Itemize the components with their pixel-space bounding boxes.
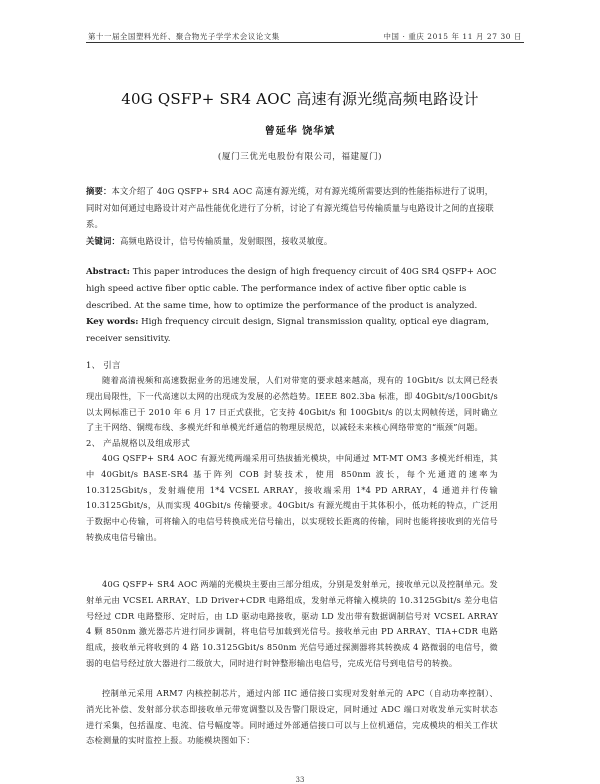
english-keywords: [86, 314, 498, 348]
header-location-date: 中国 · 重庆 2015 年 11 月 27 30 日: [383, 32, 522, 41]
english-abstract: [86, 264, 498, 314]
keywords-text-cn: 高频电路设计，信号传输质量，发射眼图，接收灵敏度。: [120, 235, 333, 246]
keywords-label-en: Key words:: [86, 317, 139, 328]
paper-affiliation: (厦门三优光电股份有限公司，福建厦门): [217, 152, 383, 162]
section-2-paragraph-3: 控制单元采用 ARM7 内核控制芯片，通过内部 IIC 通信接口实现对发射单元的 APC（自动功率控制）、消光比补偿、发射部分状态即接收单元带宽调整以及告警门限设定，同时通过 ADC 端口对收发单元实时状态进行采集，包括温度、电流、信号幅度等。同时通过外部通信接口可以与上位机通信，完成模块的相关工作状态检测量的实时监控上报。功能模块图如下：: [86, 688, 498, 746]
section-1-paragraph: 随着高清视频和高速数据业务的迅速发展，人们对带宽的要求越来越高，现有的 10Gbit/s 以太网已经表现出局限性，下一代高速以太网的出现成为发展的必然趋势。IEEE 802.3ba 标准，即 40Gbit/s/100Gbit/s 以太网标准已于 2010 年 6 月 17 日正式获批，它支持 40Gbit/s 和 100Gbit/s 的以太网帧传送，同时确立了主干网络、铜缆布线、多模光纤和单模光纤通信的物理层规范，以减轻未来核心网络带宽的“瓶颈”问题。: [86, 375, 498, 433]
section-2-paragraph-2: 40G QSFP+ SR4 AOC 两端的光模块主要由三部分组成，分别是发射单元，接收单元以及控制单元。发射单元由 VCSEL ARRAY、LD Driver+CDR 电路组成，发射单元将输入模块的 10.3125Gbit/s 差分电信号经过 CDR 电路整形、定时后，由 LD 驱动电路接收，驱动 LD 发出带有数据调制信号对 VCSEL ARRAY 4 颗 850nm 激光器芯片进行同步调制，将电信号加载到光信号。接收单元由 PD ARRAY、TIA+CDR 电路组成，接收单元将收到的 4 路 10.3125Gbit/s 850nm 光信号通过探测器将其转换成 4 路微弱的电信号，微弱的电信号经过放大器进行二级放大，同时进行时钟整形输出电信号，完成光信号到电信号的转换。: [86, 579, 498, 668]
abstract-label-en: Abstract:: [86, 267, 130, 277]
running-header: [88, 31, 522, 42]
section-2-paragraph-1: 40G QSFP+ SR4 AOC 有源光缆两端采用可热拔插光模块，中间通过 MT-MT OM3 多模光纤相连，其中 40Gbit/s BASE-SR4 基于阵列 COB 封装技术，使用 850nm 波长，每个光通道的速率为 10.3125Gbit/s，发射端使用 1*4 VCSEL ARRAY，接收端采用 1*4 PD ARRAY，4 通道并行传输 10.3125Gbit/s，从而实现 40Gbit/s 传输要求。40Gbit/s 有源光缆由于其体积小，低功耗的特点，广泛用于数据中心传输，可将输入的电信号转换成光信号输出，以实现较长距离的传输，同时也能将接收到的光信号转换成电信号输出。: [86, 453, 498, 542]
abstract-label-cn: 摘要：: [86, 186, 112, 196]
chinese-keywords: [86, 233, 498, 250]
section-1-heading: 1、 引言: [86, 360, 121, 370]
english-abstract-block: [86, 264, 498, 348]
abstract-text-cn: 本文介绍了 40G QSFP+ SR4 AOC 高速有源光缆，对有源光缆所需要达到的性能指标进行了说明，同时对如何通过电路设计对产品性能优化进行了分析，讨论了有源光缆信号传输质量与电路设计之间的直接联系。: [86, 186, 494, 230]
abstract-text-en: This paper introduces the design of high frequency circuit of 40G SR4 QSFP+ AOC high speed active fiber optic cable. The performance index of active fiber optic cable is described. At the same time, how to optimize the performance of the product is analyzed.: [86, 267, 497, 311]
paper-title: 40G QSFP+ SR4 AOC 高速有源光缆高频电路设计: [121, 90, 479, 108]
keywords-text-en: High frequency circuit design, Signal transmission quality, optical eye diagram, receiver sensitivity.: [86, 317, 489, 345]
keywords-label-cn: 关键词：: [86, 235, 120, 246]
header-conference: 第十一届全国塑料光纤、聚合物光子学学术会议论文集: [88, 32, 280, 41]
page-number: 33: [295, 776, 305, 784]
paper-authors: 曾延华 饶华斌: [264, 126, 336, 137]
header-rule: [86, 42, 524, 43]
section-2-heading: 2、 产品规格以及组成形式: [86, 438, 191, 448]
chinese-abstract: [86, 183, 498, 233]
chinese-abstract-block: [86, 183, 498, 249]
